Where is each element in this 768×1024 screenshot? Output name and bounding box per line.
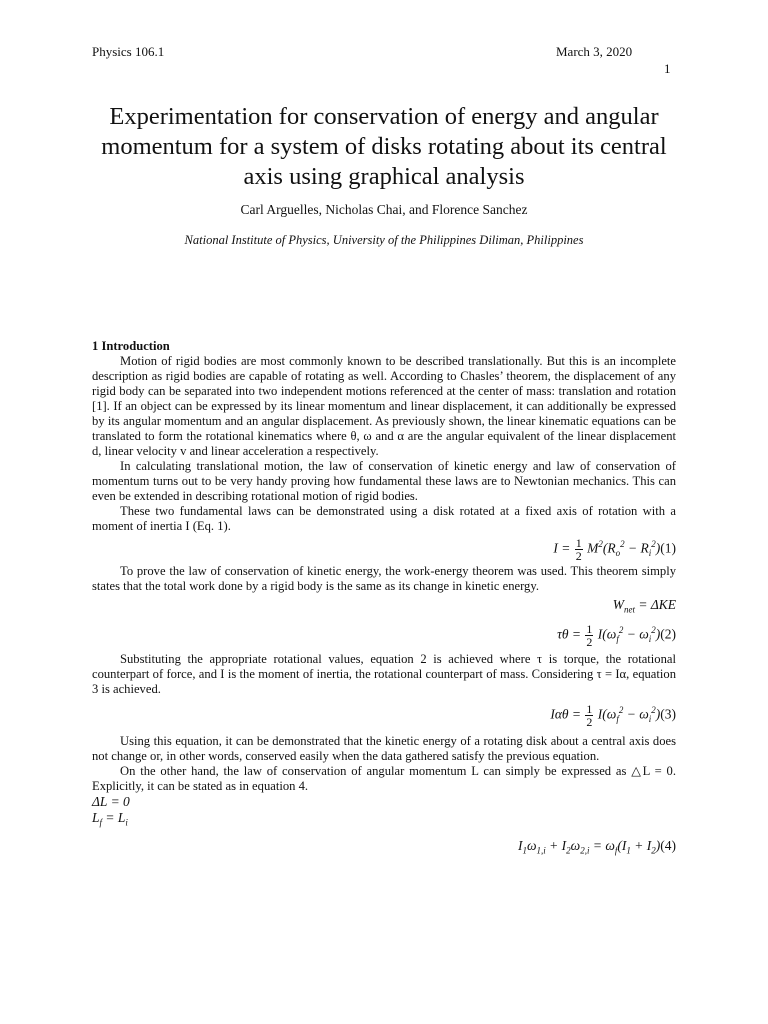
paragraph: These two fundamental laws can be demonstrated using a disk rotated at a fixed axis of rotation with a moment of inertia I (Eq. 1).: [92, 504, 676, 533]
equation-2: τθ = $\frac{1}{2}$ $I(\omega_f^2 - \omega_i^2)(2)$: [557, 621, 676, 649]
paragraph: Using this equation, it can be demonstrated that the kinetic energy of a rotating disk about a central axis does not change or, in other words, conserved easily when the data gathered satisfy the previous equation.: [92, 734, 676, 764]
page-number: 1: [664, 61, 671, 76]
section-heading: 1 Introduction: [92, 339, 170, 353]
course-header: Physics 106.1: [92, 44, 165, 59]
authors: Carl Arguelles, Nicholas Chai, and Florence Sanchez: [240, 202, 528, 217]
paper-title: Experimentation for conservation of energy and angular momentum for a system of disks rotating about its central axis using graphical analysis: [101, 103, 667, 190]
equation-delta-l: ΔL = 0: [92, 794, 130, 810]
paragraph: In calculating translational motion, the law of conservation of kinetic energy and law of conservation of momentum turns out to be very handy proving how fundamental these laws are to Newtonian mechanics. This can even be extended in describing rotational motion of rigid bodies.: [92, 459, 676, 503]
paragraph: To prove the law of conservation of kinetic energy, the work-energy theorem was used. This theorem simply states that the total work done by a rigid body is the same as its change in kinetic energy.: [92, 564, 676, 594]
equation-1: I = $\frac{1}{2}$ $M^2(R_o^2 - R_i^2)(1)$: [553, 535, 676, 563]
paragraph: On the other hand, the law of conservation of angular momentum L can simply be expressed as △L = 0. Explicitly, it can be stated as in equation 4.: [92, 764, 676, 794]
equation-lf-li: $L_f = L_i$: [92, 810, 128, 828]
paragraph: Motion of rigid bodies are most commonly known to be described translationally. But this is an incomplete description as rigid bodies are capable of rotating as well. According to Chasles’ theorem, the displacement of any rigid body can be separated into two independent motions referenced at the center of mass: translation and rotation [1]. If an object can be expressed by its linear momentum and linear displacement, it can additionally be expressed by its angular momentum and an angular displacement. As previously shown, the linear kinematic equations can be translated to form the rotational kinematics where θ, ω and α are the angular equivalent of the linear displacement d, linear velocity v and linear acceleration a respectively.: [92, 354, 676, 458]
paragraph: Substituting the appropriate rotational values, equation 2 is achieved where τ is torque, the rotational counterpart of force, and I is the moment of inertia, the rotational counterpart of mass. Considering τ = Iα, equation 3 is achieved.: [92, 652, 676, 697]
affiliation: National Institute of Physics, University of the Philippines Diliman, Philippines: [184, 233, 584, 247]
equation-work-energy: $W_{net} = \Delta KE$: [612, 597, 676, 615]
body-text: [92, 339, 676, 860]
date-header: March 3, 2020: [556, 44, 633, 59]
equation-3: Iαθ = $\frac{1}{2}$ $I(\omega_f^2 - \omega_i^2)(3)$: [550, 701, 676, 729]
equation-4: $I_1\omega_{1,i} + I_2\omega_{2,i} = \omega_f(I_1 + I_2)(4)$: [517, 837, 676, 856]
